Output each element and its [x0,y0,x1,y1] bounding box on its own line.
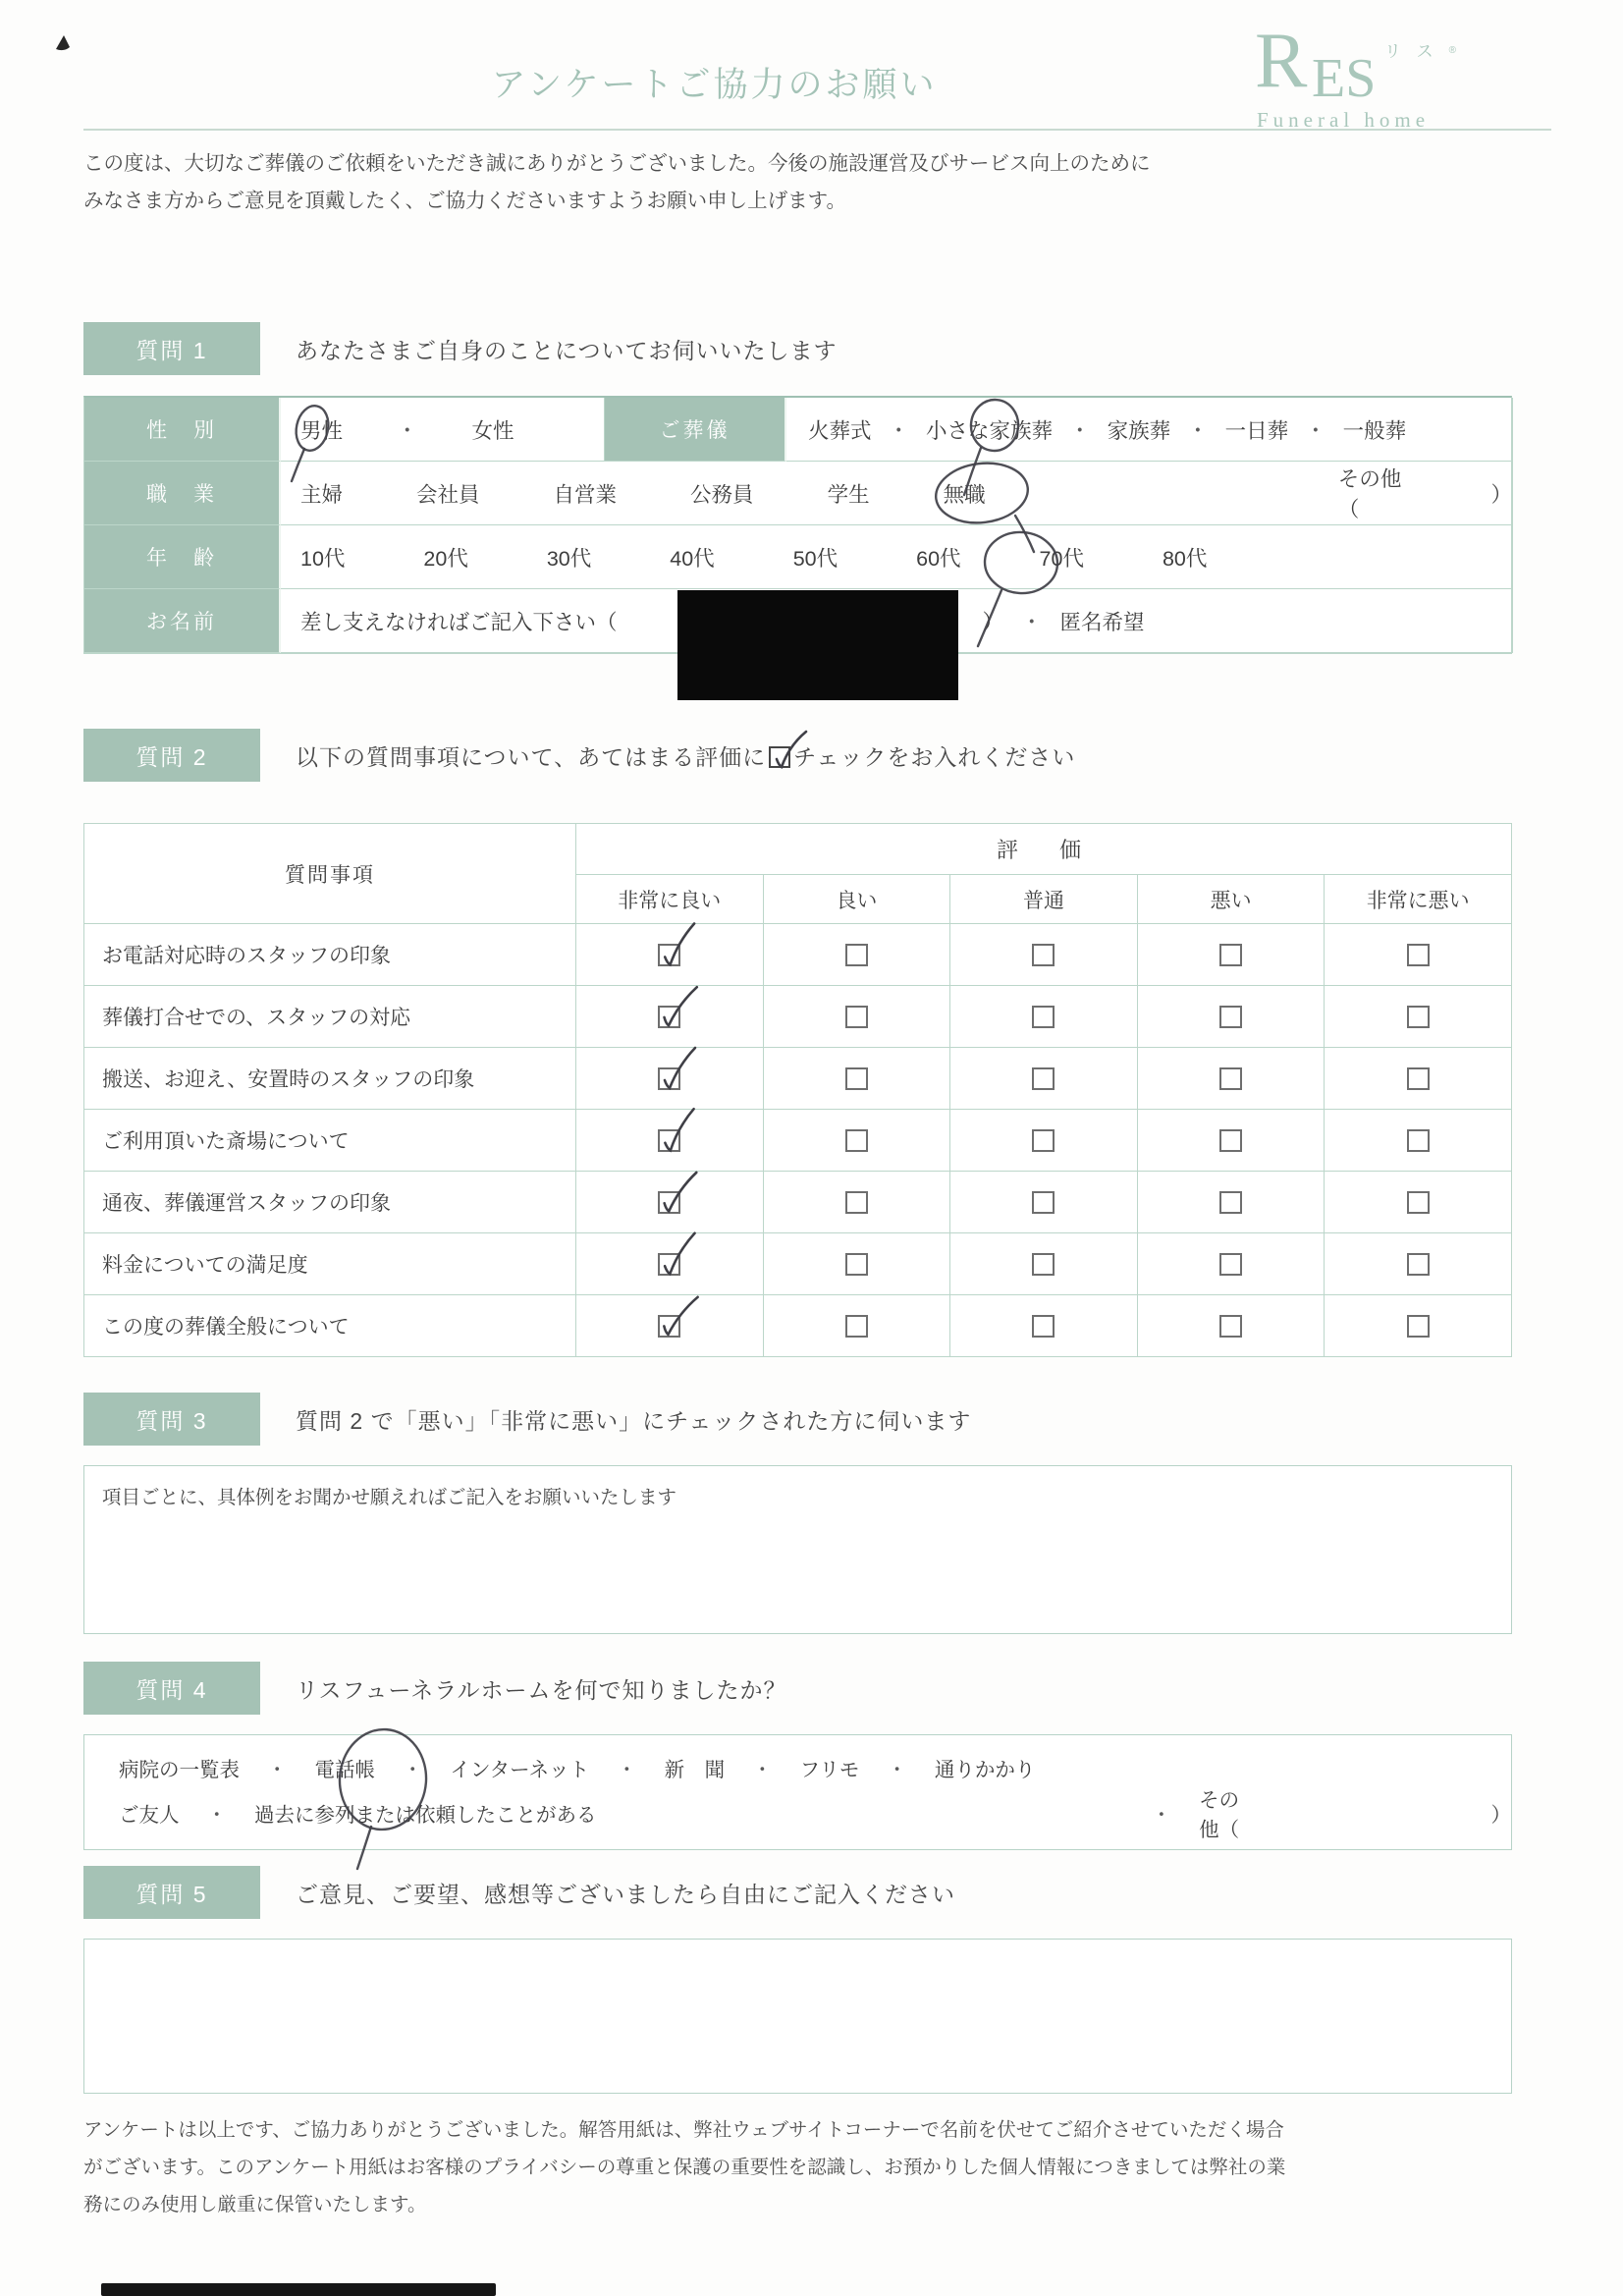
rating-item-label: 通夜、葬儀運営スタッフの印象 [84,1172,576,1233]
rating-checkbox-cell [950,1048,1138,1110]
question1-row [83,322,838,375]
scan-artifact-mark [54,33,76,53]
option-item: 40代 [670,546,715,571]
checkbox [1032,1006,1055,1028]
question1-badge: 質問 1 [83,322,260,375]
rating-checkbox-cell [576,1048,764,1110]
rating-item-label: 料金についての満足度 [84,1233,576,1295]
occupation-other [1338,463,1512,523]
rating-checkbox-cell [1137,1172,1325,1233]
rating-checkbox-cell [1137,986,1325,1048]
option-item: 20代 [423,546,468,571]
handwritten-check [653,1170,707,1224]
option-item: 一日葬 [1224,418,1289,443]
q4-other-close: ） [1490,1804,1511,1827]
rating-row [84,1110,1512,1172]
rating-checkbox-cell [1325,1233,1512,1295]
separator-dot: ・ [397,418,418,443]
rating-column-header: 非常に悪い [1325,875,1512,924]
checkbox [1219,1253,1242,1276]
option-item: 自営業 [553,482,618,507]
question5-heading: ご意見、ご要望、感想等ございましたら自由にご記入ください [296,1881,955,1907]
rating-item-label: この度の葬儀全般について [84,1295,576,1357]
checkbox [1407,1191,1430,1214]
other-close: ） [1490,482,1512,507]
handwritten-check [653,984,708,1039]
rating-item-label: 搬送、お迎え、安置時のスタッフの印象 [84,1048,576,1110]
logo-letters-es: ES [1312,48,1377,109]
separator-dot: ・ [887,1759,907,1781]
option-item: 学生 [827,482,870,507]
page-title: アンケートご協力のお願い [491,66,938,104]
referral-options-line1 [84,1745,1511,1790]
option-item: 女性 [471,418,514,443]
checkbox [845,1315,868,1338]
rating-checkbox-cell [950,1110,1138,1172]
age-label: 年 齢 [84,525,281,589]
option-item: ご友人 [119,1804,180,1827]
rating-row [84,1295,1512,1357]
option-item: 一般葬 [1342,418,1407,443]
checkbox [1407,1315,1430,1338]
checkbox [1407,1067,1430,1090]
checkbox [845,1191,868,1214]
option-item: 火葬式 [808,418,872,443]
question2-heading-before: 以下の質問事項について、あてはまる評価に [296,743,767,770]
handwritten-check [654,1048,705,1099]
page-header [83,18,1551,132]
rating-row [84,1048,1512,1110]
handwritten-check [653,1108,707,1162]
rating-checkbox-cell [950,1172,1138,1233]
rating-checkbox-cell [576,986,764,1048]
checkbox [658,1006,680,1028]
rating-checkbox-cell [1325,924,1512,986]
question3-heading: 質問 2 で「悪い」「非常に悪い」にチェックされた方に伺います [296,1407,972,1434]
question2-row [83,729,1075,782]
rating-row [84,1172,1512,1233]
rating-checkbox-cell [763,1048,950,1110]
question5-row [83,1866,955,1919]
footer-line-1: アンケートは以上です、ご協力ありがとうございました。解答用紙は、弊社ウェブサイトコーナーで名前を伏せてご紹介させていただく場合 [83,2119,1284,2141]
rating-checkbox-cell [1137,1110,1325,1172]
intro-line-1: この度は、大切なご葬儀のご依頼をいただき誠にありがとうございました。今後の施設運営及びサービス向上のために [83,152,1151,175]
checkbox [1407,1253,1430,1276]
option-item: 10代 [300,546,346,571]
question2-heading-after: チェックをお入れください [793,743,1076,770]
referral-options-line2 [84,1789,1511,1841]
option-item: 会社員 [416,482,480,507]
checkbox [1219,1129,1242,1152]
rating-checkbox-cell [950,924,1138,986]
logo-subtitle: Funeral home [1257,108,1431,132]
rating-column-header: 普通 [950,875,1138,924]
gender-options [281,414,604,445]
question2-badge: 質問 2 [83,729,260,782]
separator-dot: ・ [617,1759,637,1781]
redaction-box [677,590,958,700]
option-item: 主婦 [300,482,344,507]
separator-dot: ・ [752,1759,773,1781]
rating-checkbox-cell [763,1172,950,1233]
rating-column-header: 悪い [1137,875,1325,924]
question3-row [83,1393,971,1446]
checkbox [1219,1315,1242,1338]
footer-paragraph [83,2111,1478,2223]
checkbox [1032,1067,1055,1090]
checkbox [1219,944,1242,966]
registered-mark: ® [1448,45,1457,56]
age-options [281,542,1512,573]
option-item: 新 聞 [664,1759,726,1781]
option-item: 病院の一覧表 [119,1759,240,1781]
checkbox [1032,1129,1055,1152]
rating-item-label: 葬儀打合せでの、スタッフの対応 [84,986,576,1048]
separator-dot: ・ [1305,418,1326,443]
question4-row [83,1662,787,1715]
rating-table [83,823,1512,1357]
rating-checkbox-cell [576,924,764,986]
question4-badge: 質問 4 [83,1662,260,1715]
rating-checkbox-cell [763,986,950,1048]
checkbox [1407,944,1430,966]
option-item: 通りかかり [934,1759,1036,1781]
logo-letter-r: R [1255,18,1308,104]
rating-checkbox-cell [950,1233,1138,1295]
option-item: 無職 [943,482,986,507]
question3-badge: 質問 3 [83,1393,260,1446]
option-item: 30代 [546,546,592,571]
option-item: 公務員 [690,482,754,507]
separator-dot: ・ [1187,418,1209,443]
rating-checkbox-cell [950,986,1138,1048]
question4-heading: リスフューネラルホームを何で知りましたか？ [296,1676,787,1703]
rating-checkbox-cell [1137,1295,1325,1357]
handwritten-check [652,1292,708,1348]
checkbox [658,1067,680,1090]
gender-label: 性 別 [84,398,281,462]
funeral-type-label: ご葬儀 [605,398,786,462]
option-item: 過去に参列または依頼したことがある [254,1804,597,1827]
footer-line-2: がございます。このアンケート用紙はお客様のプライバシーの尊重と保護の重要性を認識し、お預かりした個人情報につきましては弊社の業 [83,2157,1286,2178]
separator-dot: ・ [1069,418,1091,443]
q4-other-open: その他（ [1199,1789,1240,1841]
checkbox [1407,1006,1430,1028]
funeral-type-options [786,414,1512,445]
company-logo [1227,18,1551,132]
separator-dot: ・ [206,1804,227,1827]
rating-eval-header: 評 価 [576,824,1512,875]
checkbox [1407,1129,1430,1152]
checkbox [658,1253,680,1276]
anonymous-option: 匿名希望 [1059,610,1145,634]
rating-checkbox-cell [1325,986,1512,1048]
separator-dot: ・ [1151,1804,1172,1827]
option-item: インターネット [450,1759,590,1781]
referral-options-line2-items [119,1798,1124,1828]
checkbox [1032,1315,1055,1338]
rating-checkbox-cell [763,1110,950,1172]
handwritten-check [767,730,812,775]
question2-heading [296,739,1075,772]
separator-dot: ・ [403,1759,423,1781]
question5-badge: 質問 5 [83,1866,260,1919]
name-close-paren: ） [982,610,1004,634]
rating-checkbox-cell [950,1295,1138,1357]
option-item: 80代 [1162,546,1208,571]
option-item: 60代 [916,546,961,571]
rating-row [84,1233,1512,1295]
rating-item-label: ご利用頂いた斎場について [84,1110,576,1172]
checkbox [1219,1006,1242,1028]
other-open: その他（ [1337,467,1402,521]
rating-column-header: 非常に良い [576,875,764,924]
option-item: 小さな家族葬 [926,418,1054,443]
rating-checkbox-cell [763,924,950,986]
checkbox [845,1067,868,1090]
rating-checkbox-cell [1325,1048,1512,1110]
occupation-label: 職 業 [84,462,281,525]
scan-edge-artifact [101,2283,496,2296]
handwritten-check [653,923,706,976]
checkbox [845,1129,868,1152]
checkbox [658,944,680,966]
separator-dot: ・ [267,1759,288,1781]
checkbox [845,1006,868,1028]
rating-row [84,986,1512,1048]
rating-row [84,924,1512,986]
rating-checkbox-cell [576,1110,764,1172]
question1-heading: あなたさまご自身のことについてお伺いいたします [296,337,838,363]
rating-checkbox-cell [1325,1295,1512,1357]
rating-checkbox-cell [1325,1172,1512,1233]
rating-checkbox-cell [1137,1048,1325,1110]
question3-box-note: 項目ごとに、具体例をお聞かせ願えればご記入をお願いいたします [102,1487,677,1508]
checkbox [1032,944,1055,966]
header-divider [83,129,1551,131]
question5-freeform-box [83,1939,1512,2094]
footer-line-3: 務にのみ使用し厳重に保管いたします。 [83,2194,427,2215]
checkbox [658,1191,680,1214]
separator-dot: ・ [888,418,910,443]
intro-paragraph [83,145,1527,220]
option-item: 家族葬 [1107,418,1171,443]
name-label: お名前 [84,589,281,653]
checkbox [1219,1191,1242,1214]
question4-options-box [83,1734,1512,1850]
checkbox [1219,1067,1242,1090]
option-item: 電話帳 [314,1759,375,1781]
rating-column-header: 良い [763,875,950,924]
rating-checkbox-cell [576,1233,764,1295]
checkbox [1032,1191,1055,1214]
checkbox [845,944,868,966]
name-prompt: 差し支えなければご記入下さい（ [300,610,618,634]
rating-checkbox-cell [576,1172,764,1233]
question3-comment-box [83,1465,1512,1634]
rating-item-label: お電話対応時のスタッフの印象 [84,924,576,986]
option-item: 50代 [792,546,839,571]
rating-checkbox-cell [1137,1233,1325,1295]
option-item: フリモ [799,1759,860,1781]
option-item: 男性 [300,418,344,443]
rating-checkbox-cell [1325,1110,1512,1172]
rating-item-header: 質問事項 [84,824,576,924]
rating-checkbox-cell [576,1295,764,1357]
rating-checkbox-cell [763,1295,950,1357]
checkbox [845,1253,868,1276]
rating-checkbox-cell [1137,924,1325,986]
logo-kana: リス® [1384,42,1457,61]
checkbox [1032,1253,1055,1276]
rating-checkbox-cell [763,1233,950,1295]
checkbox [658,1315,680,1338]
separator-dot: ・ [1021,610,1043,634]
checkbox [658,1129,680,1152]
occupation-options [281,478,1265,509]
handwritten-check [654,1232,706,1285]
inline-checkbox-glyph [769,746,790,768]
option-item: 70代 [1039,546,1084,571]
intro-line-2: みなさま方からご意見を頂戴したく、ご協力くださいますようお願い申し上げます。 [83,190,846,212]
